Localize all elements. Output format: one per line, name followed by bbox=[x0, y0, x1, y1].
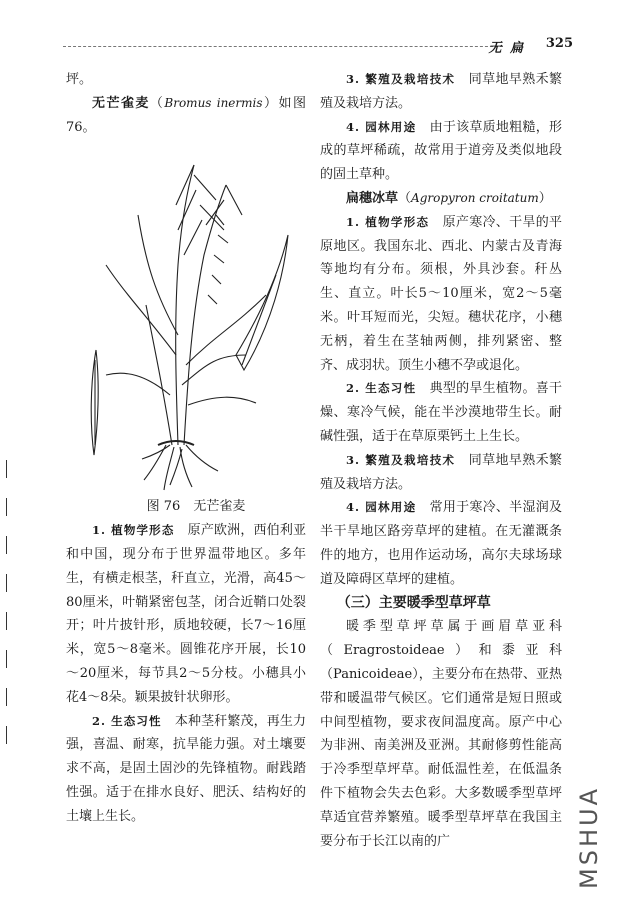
latin-name: Bromus inermis bbox=[164, 95, 263, 110]
edge-mark bbox=[6, 498, 7, 516]
paragraph-landscape-use bbox=[320, 116, 562, 187]
paragraph-morphology bbox=[320, 211, 562, 378]
right-column bbox=[320, 68, 562, 853]
species-entry-agropyron: 扁穗冰草（Agropyron croitatum） bbox=[346, 190, 552, 206]
paragraph: 坪。 bbox=[66, 72, 93, 87]
watermark: MSHUA bbox=[575, 786, 603, 889]
scan-edge-marks bbox=[6, 460, 8, 840]
paragraph-ecology bbox=[66, 710, 306, 829]
paragraph-text: 典型的旱生植物。喜干燥、寒冷气候，能在半沙漠地带生长。耐碱性强，适于在草原栗钙土上生长。 bbox=[320, 381, 562, 444]
paragraph-propagation bbox=[320, 449, 562, 497]
subsection-key: 3. 繁殖及栽培技术 bbox=[346, 452, 456, 467]
page-number: 325 bbox=[545, 36, 573, 51]
species-entry-bromus: 无芒雀麦（Bromus inermis）如图76。 bbox=[66, 95, 306, 135]
subsection-key: 4. 园林用途 bbox=[346, 119, 417, 134]
edge-mark bbox=[6, 688, 7, 706]
left-column bbox=[66, 68, 306, 829]
section-heading: （三）主要暖季型草坪草 bbox=[336, 594, 491, 611]
paragraph-text: 原产欧洲，西伯利亚和中国，现分布于世界温带地区。多年生，有横走根茎，秆直立，光滑，高45～80厘米，叶鞘紧密包茎，闭合近鞘口处裂开；叶片披针形，质地较硬，长7～16厘米，宽5～8毫米。圆锥花序开展，长10～20厘米，每节具2～5分枝。小穗具小花4～8朵。颖果披针状卵形。 bbox=[66, 523, 306, 705]
grass-illustration bbox=[66, 145, 306, 495]
paragraph-ecology bbox=[320, 377, 562, 448]
paragraph-text: 原产寒冷、干旱的平原地区。我国东北、西北、内蒙古及青海等地均有分布。须根，外具沙套。秆丛生、直立。叶长5～10厘米，宽2～5毫米。叶耳短而光，尖短。穗状花序，小穗无柄，着生在茎轴两侧，排列紧密、整齐、成羽状。顶生小穗不孕或退化。 bbox=[320, 214, 562, 373]
paragraph-text: 同草地早熟禾繁殖及栽培方法。 bbox=[320, 72, 562, 111]
edge-mark bbox=[6, 612, 7, 630]
paragraph-landscape-use bbox=[320, 496, 562, 591]
subsection-key: 1. 植物学形态 bbox=[92, 523, 175, 538]
subsection-key: 4. 园林用途 bbox=[346, 500, 417, 515]
edge-mark bbox=[6, 536, 7, 554]
edge-mark bbox=[6, 726, 7, 744]
running-title: 无 扁 bbox=[488, 41, 525, 56]
species-name: 无芒雀麦 bbox=[92, 95, 150, 111]
paragraph-propagation bbox=[320, 68, 562, 116]
edge-mark bbox=[6, 460, 7, 478]
paragraph-morphology bbox=[66, 519, 306, 709]
subsection-key: 2. 生态习性 bbox=[346, 381, 417, 396]
page-header bbox=[63, 34, 573, 56]
latin-name: Agropyron croitatum bbox=[411, 190, 539, 205]
paragraph-text: 同草地早熟禾繁殖及栽培方法。 bbox=[320, 452, 562, 492]
figure-caption: 图 76 无芒雀麦 bbox=[146, 499, 246, 515]
figure-76-illustration bbox=[66, 145, 306, 495]
paragraph-text: 常用于寒冷、半湿润及半干旱地区路旁草坪的建植。在无灌溉条件的地方，也用作运动场，高尔夫球场球道及障碍区草坪的建植。 bbox=[320, 500, 562, 587]
species-name: 扁穗冰草 bbox=[346, 190, 399, 206]
paragraph-text: 由于该草质地粗糙，形成的草坪稀疏，故常用于道旁及类似地段的固土草种。 bbox=[320, 119, 562, 183]
edge-mark bbox=[6, 650, 7, 668]
subsection-key: 1. 植物学形态 bbox=[346, 214, 430, 229]
subsection-key: 3. 繁殖及栽培技术 bbox=[346, 72, 456, 86]
paragraph-warm-season: 暖季型草坪草属于画眉草亚科（Eragrostoideae）和黍亚科（Panicoideae），主要分布在热带、亚热带和暖温带气候区。它们通常是短日照或中间型植物，要求夜间温度高。原产中心为非洲、南美洲及亚洲。其耐修剪性能高于冷季型草坪草。耐低温性差，在低温条件下植物会失去色彩。大多数暖季型草坪草适宜营养繁殖。暖季型草坪草在我国主要分布于长江以南的广 bbox=[320, 619, 562, 849]
edge-mark bbox=[6, 574, 7, 592]
header-rule bbox=[63, 46, 503, 47]
paragraph-text: 本种茎秆繁茂，再生力强，喜温、耐寒，抗旱能力强。对土壤要求不高，是固土固沙的先锋植物。耐践踏性强。适于在排水良好、肥沃、结构好的土壤上生长。 bbox=[66, 713, 306, 824]
subsection-key: 2. 生态习性 bbox=[92, 713, 162, 728]
figure-reference: 如图76。 bbox=[66, 95, 306, 135]
